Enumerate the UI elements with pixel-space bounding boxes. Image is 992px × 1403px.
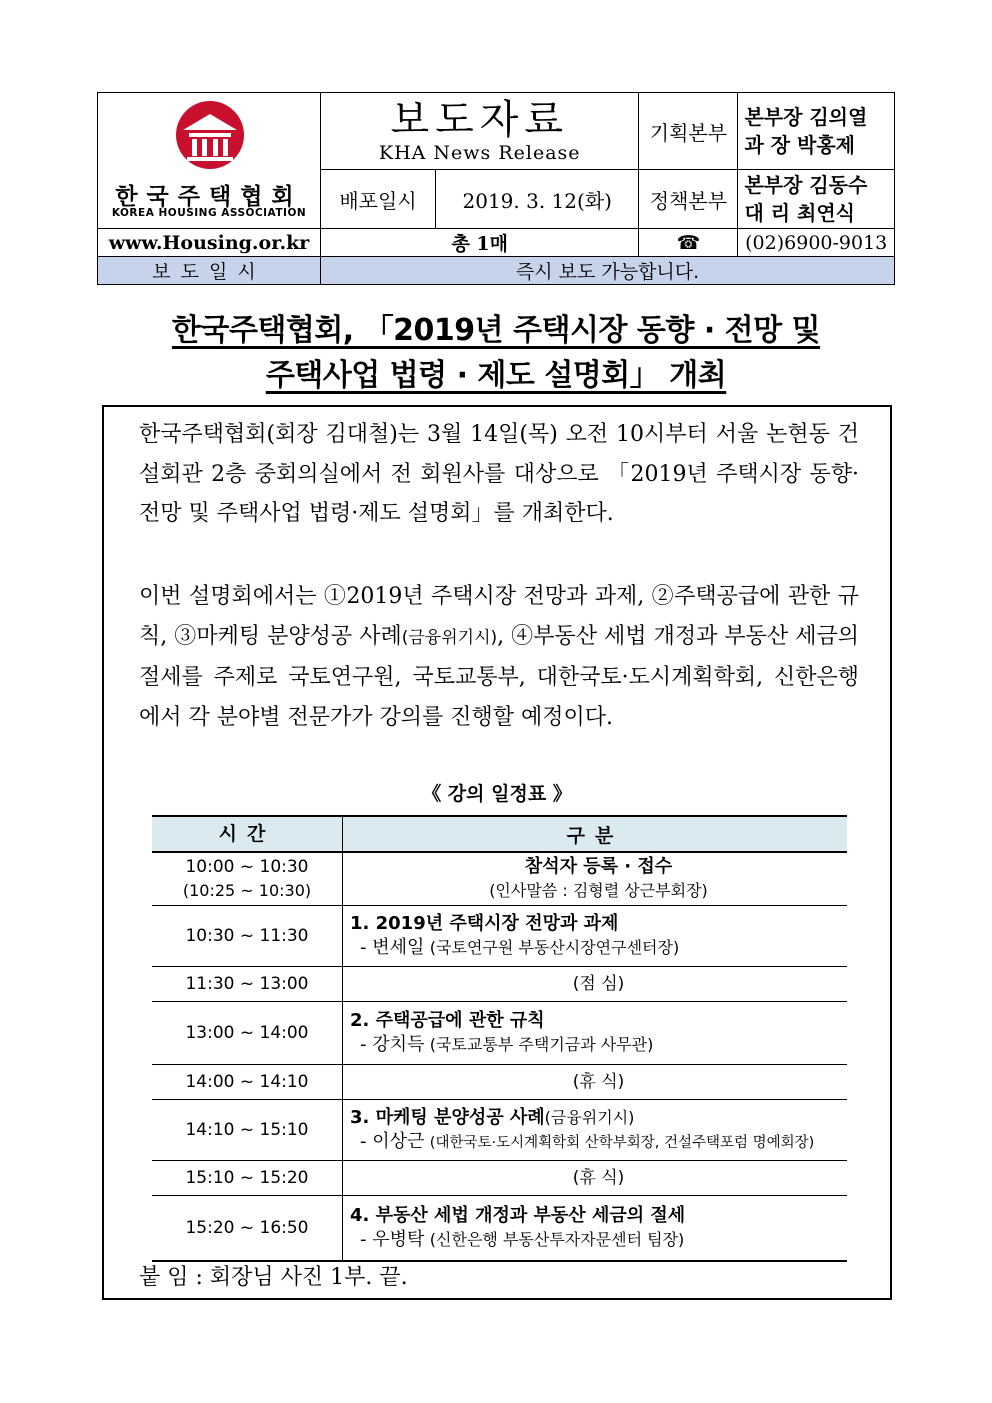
desc-cell	[343, 1002, 848, 1065]
session-title: (점 심)	[343, 967, 848, 1002]
dept2-contact	[738, 170, 895, 229]
time-cell: 11:30 ~ 13:00	[152, 967, 343, 1002]
speaker-affiliation: (국토교통부 주택기금과 사무관)	[429, 1035, 654, 1054]
time-cell: 14:00 ~ 14:10	[152, 1065, 343, 1100]
dept2-person2: 대 리 최연식	[744, 201, 855, 225]
desc-cell	[343, 1100, 848, 1161]
speaker-affiliation: (신한은행 부동산투자자문센터 팀장)	[429, 1230, 685, 1249]
headline-line2: 주택사업 법령 · 제도 설명회」 개최	[265, 358, 727, 393]
dept1-person2: 과 장 박홍제	[744, 133, 855, 157]
time-cell: 14:10 ~ 15:10	[152, 1100, 343, 1161]
session-title: (휴 식)	[343, 1065, 848, 1100]
dept2-label: 정책본부	[639, 170, 738, 229]
telephone-icon: ☎	[639, 229, 738, 257]
kha-logo-icon	[169, 100, 251, 170]
body-paragraph-2	[139, 577, 859, 737]
dept1-person1: 본부장 김의열	[744, 105, 868, 129]
desc-cell	[343, 906, 848, 967]
table-row	[152, 1100, 847, 1161]
dist-date: 2019. 3. 12(화)	[436, 170, 639, 229]
session-title: 참석자 등록 · 접수	[524, 856, 673, 877]
body-box	[102, 405, 892, 1300]
page-title: 보도자료	[390, 97, 569, 143]
table-row	[152, 852, 847, 906]
table-row	[152, 1065, 847, 1100]
time-value: 10:00 ~ 10:30	[185, 857, 309, 877]
dept1-label: 기획본부	[639, 93, 738, 170]
headline-line1: 한국주택협회, 「2019년 주택시장 동향 · 전망 및	[171, 313, 821, 348]
page-title-en: KHA News Release	[378, 142, 581, 164]
table-row	[152, 906, 847, 967]
session-title-note: (금융위기시)	[544, 1107, 635, 1127]
col-time-header: 시간	[152, 816, 343, 852]
dept1-contact	[738, 93, 895, 170]
phone-number: (02)6900-9013	[738, 229, 895, 257]
table-row	[152, 1196, 847, 1262]
release-label: 보도일시	[98, 257, 321, 285]
schedule-table	[152, 815, 847, 1262]
org-name-en: KOREA HOUSING ASSOCIATION	[111, 206, 307, 219]
dept2-person1: 본부장 김동수	[744, 173, 868, 197]
press-header-table	[97, 92, 895, 285]
session-title: 2. 주택공급에 관한 규칙	[350, 1010, 545, 1031]
org-name: 한국주택협회	[115, 183, 303, 210]
attachment-note: 붙 임 : 회장님 사진 1부. 끝.	[139, 1265, 408, 1290]
page-count: 총 1매	[321, 229, 639, 257]
speaker-name: - 이상근	[360, 1130, 425, 1152]
time-sub: (10:25 ~ 10:30)	[182, 881, 312, 900]
desc-cell	[343, 852, 848, 906]
logo-cell	[98, 93, 321, 229]
speaker-name: - 강치득	[360, 1034, 425, 1055]
time-cell: 15:10 ~ 15:20	[152, 1161, 343, 1196]
speaker-name: - 우병탁	[360, 1229, 425, 1250]
speaker-affiliation: (국토연구원 부동산시장연구센터장)	[429, 938, 680, 957]
schedule-title: 《 강의 일정표 》	[422, 783, 572, 805]
table-row	[152, 1002, 847, 1065]
speaker-affiliation: (대한국토·도시계획학회 산학부회장, 건설주택포럼 명예회장)	[429, 1134, 815, 1151]
time-cell	[152, 852, 343, 906]
col-desc-header: 구분	[343, 816, 848, 852]
table-row	[152, 1161, 847, 1196]
session-title: 3. 마케팅 분양성공 사례	[350, 1106, 545, 1128]
desc-cell	[343, 1196, 848, 1262]
time-cell: 13:00 ~ 14:00	[152, 1002, 343, 1065]
speaker-name: - 변세일	[360, 937, 425, 958]
time-cell: 15:20 ~ 16:50	[152, 1196, 343, 1262]
release-value: 즉시 보도 가능합니다.	[321, 257, 895, 285]
para2-small: (금융위기시)	[401, 627, 498, 648]
session-title: 1. 2019년 주택시장 전망과 과제	[350, 913, 619, 934]
schedule-header-row	[152, 816, 847, 852]
website-link[interactable]: www.Housing.or.kr	[98, 229, 321, 257]
session-sub: (인사말씀 : 김형렬 상근부회장)	[489, 881, 708, 900]
time-cell: 10:30 ~ 11:30	[152, 906, 343, 967]
body-paragraph-1: 한국주택협회(회장 김대철)는 3월 14일(목) 오전 10시부터 서울 논현동 건설회관 2층 중회의실에서 전 회원사를 대상으로 「2019년 주택시장 동향·전망 및 주택사업 법령·제도 설명회」를 개최한다.	[139, 422, 859, 526]
title-cell	[321, 93, 639, 170]
dist-date-label: 배포일시	[321, 170, 436, 229]
session-title: 4. 부동산 세법 개정과 부동산 세금의 절세	[350, 1205, 686, 1226]
session-title: (휴 식)	[343, 1161, 848, 1196]
para2-part-b: , ④부동산 세법 개정과 부동산 세금의 절세를 주제로 국토연구원, 국토교통부, 대한국토·도시계획학회, 신한은행에서 각 분야별 전문가가 강의를 진행할 예정이다.	[139, 623, 859, 730]
table-row	[152, 967, 847, 1002]
para2-part-a: 이번 설명회에서는 ①2019년 주택시장 전망과 과제, ②주택공급에 관한 규칙, ③마케팅 분양성공 사례	[139, 584, 859, 649]
